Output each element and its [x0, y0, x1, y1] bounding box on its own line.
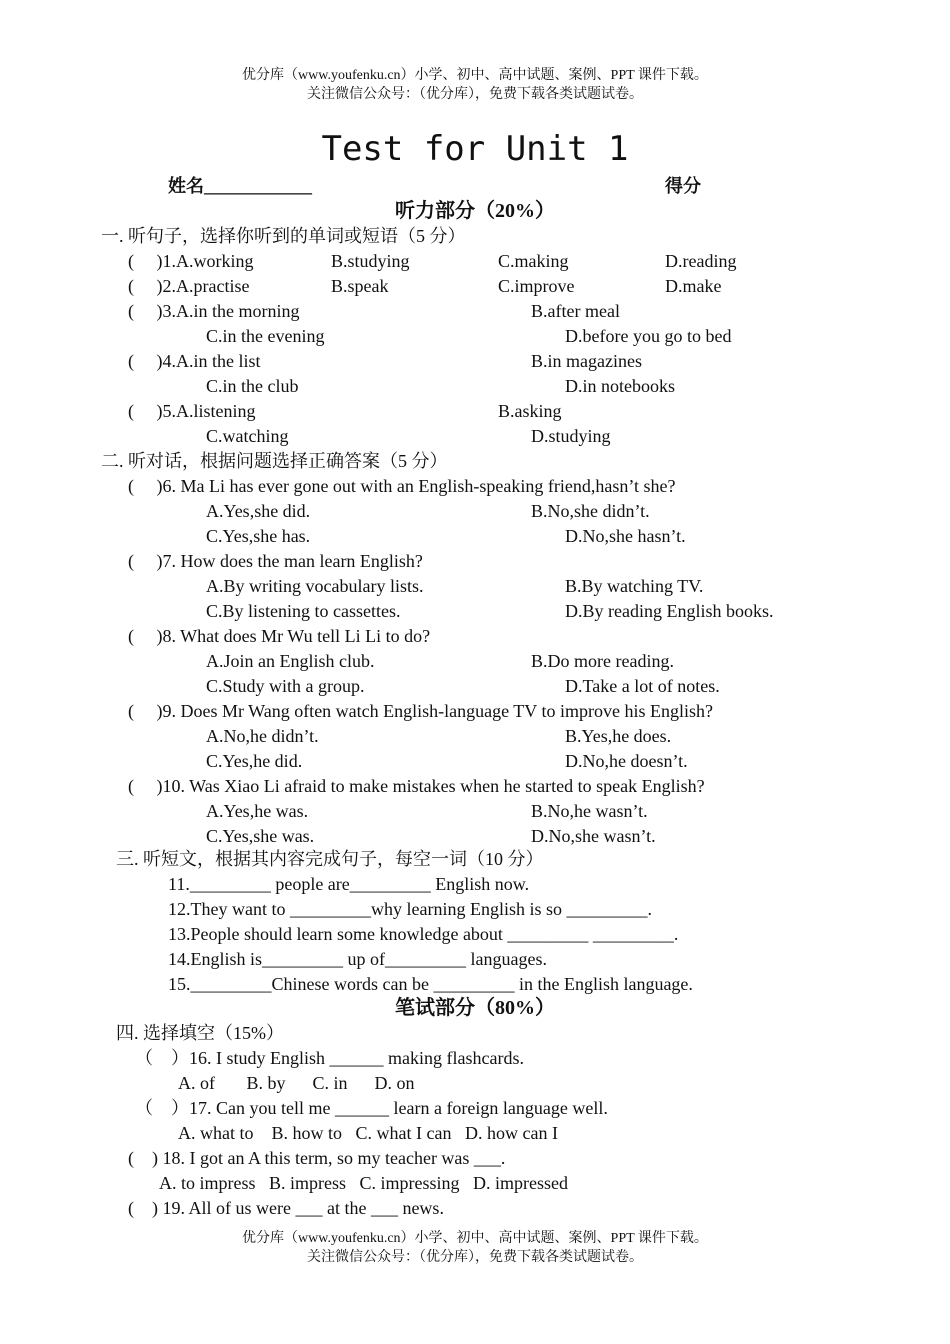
q1-option-c: C.making — [498, 251, 569, 271]
footer-line-1: 优分库（www.youfenku.cn）小学、初中、高中试题、案例、PPT 课件下载。 — [242, 1231, 708, 1246]
q6-option-a: A.Yes,she did. — [206, 501, 311, 521]
q10-option-d: D.No,she wasn’t. — [531, 826, 656, 846]
page-title: Test for Unit 1 — [321, 129, 629, 169]
section-1-heading: 一. 听句子，选择你听到的单词或短语（5 分） — [101, 226, 466, 246]
q12-text: 12.They want to _________why learning English is so _________. — [168, 899, 652, 919]
q9-option-a: A.No,he didn’t. — [206, 726, 319, 746]
q5-option-b: B.asking — [498, 401, 562, 421]
q8-option-b: B.Do more reading. — [531, 651, 674, 671]
q4-option-c: C.in the club — [206, 376, 299, 396]
q9-stem: ( )9. Does Mr Wang often watch English-language TV to improve his English? — [128, 701, 713, 721]
q7-option-d: D.By reading English books. — [565, 601, 774, 621]
q2-option-b: B.speak — [331, 276, 389, 296]
q4-option-d: D.in notebooks — [565, 376, 675, 396]
q9-option-c: C.Yes,he did. — [206, 751, 303, 771]
q18-stem: ( ) 18. I got an A this term, so my teacher was ___. — [128, 1148, 506, 1168]
q19-stem: ( ) 19. All of us were ___ at the ___ news. — [128, 1198, 444, 1218]
q3-option-c: C.in the evening — [206, 326, 325, 346]
section-2-heading: 二. 听对话，根据问题选择正确答案（5 分） — [101, 451, 448, 471]
q3-stem: ( )3.A.in the morning — [128, 301, 300, 321]
q5-option-d: D.studying — [531, 426, 611, 446]
q8-stem: ( )8. What does Mr Wu tell Li Li to do? — [128, 626, 431, 646]
q1-stem: ( )1.A.working — [128, 251, 254, 271]
section-4-heading: 四. 选择填空（15%） — [116, 1023, 284, 1043]
section-3-heading: 三. 听短文，根据其内容完成句子，每空一词（10 分） — [116, 849, 544, 869]
q10-option-b: B.No,he wasn’t. — [531, 801, 648, 821]
q4-option-b: B.in magazines — [531, 351, 642, 371]
q18-options: A. to impress B. impress C. impressing D. impressed — [159, 1173, 568, 1193]
q9-option-d: D.No,he doesn’t. — [565, 751, 688, 771]
q2-stem: ( )2.A.practise — [128, 276, 250, 296]
listening-section-title: 听力部分（20%） — [395, 200, 555, 222]
q17-stem: （ ）17. Can you tell me ______ learn a foreign language well. — [135, 1098, 608, 1118]
name-label: 姓名____________ — [168, 176, 312, 196]
q13-text: 13.People should learn some knowledge about _________ _________. — [168, 924, 679, 944]
q16-stem: （ ）16. I study English ______ making flashcards. — [135, 1048, 524, 1068]
q8-option-d: D.Take a lot of notes. — [565, 676, 720, 696]
q7-option-b: B.By watching TV. — [565, 576, 704, 596]
q8-option-c: C.Study with a group. — [206, 676, 365, 696]
q1-option-b: B.studying — [331, 251, 410, 271]
q17-options: A. what to B. how to C. what I can D. how can I — [178, 1123, 558, 1143]
q2-option-c: C.improve — [498, 276, 575, 296]
q15-text: 15._________Chinese words can be _________ in the English language. — [168, 974, 693, 994]
score-label: 得分 — [665, 176, 701, 196]
writing-section-title: 笔试部分（80%） — [395, 997, 555, 1019]
q7-option-c: C.By listening to cassettes. — [206, 601, 401, 621]
q3-option-b: B.after meal — [531, 301, 620, 321]
q7-stem: ( )7. How does the man learn English? — [128, 551, 423, 571]
q11-text: 11._________ people are_________ English now. — [168, 874, 530, 894]
q2-option-d: D.make — [665, 276, 722, 296]
q16-options: A. of B. by C. in D. on — [178, 1073, 415, 1093]
header-line-2: 关注微信公众号：（优分库），免费下载各类试题试卷。 — [307, 87, 643, 102]
q14-text: 14.English is_________ up of_________ languages. — [168, 949, 547, 969]
q5-stem: ( )5.A.listening — [128, 401, 256, 421]
footer-line-2: 关注微信公众号：（优分库），免费下载各类试题试卷。 — [307, 1250, 643, 1265]
q7-option-a: A.By writing vocabulary lists. — [206, 576, 424, 596]
q1-option-d: D.reading — [665, 251, 737, 271]
q9-option-b: B.Yes,he does. — [565, 726, 672, 746]
q4-stem: ( )4.A.in the list — [128, 351, 261, 371]
q3-option-d: D.before you go to bed — [565, 326, 732, 346]
q10-option-a: A.Yes,he was. — [206, 801, 309, 821]
q6-option-b: B.No,she didn’t. — [531, 501, 650, 521]
q5-option-c: C.watching — [206, 426, 289, 446]
q6-option-c: C.Yes,she has. — [206, 526, 311, 546]
q6-stem: ( )6. Ma Li has ever gone out with an English-speaking friend,hasn’t she? — [128, 476, 676, 496]
q10-stem: ( )10. Was Xiao Li afraid to make mistakes when he started to speak English? — [128, 776, 705, 796]
q10-option-c: C.Yes,she was. — [206, 826, 315, 846]
header-line-1: 优分库（www.youfenku.cn）小学、初中、高中试题、案例、PPT 课件下载。 — [242, 68, 708, 83]
q8-option-a: A.Join an English club. — [206, 651, 375, 671]
q6-option-d: D.No,she hasn’t. — [565, 526, 686, 546]
